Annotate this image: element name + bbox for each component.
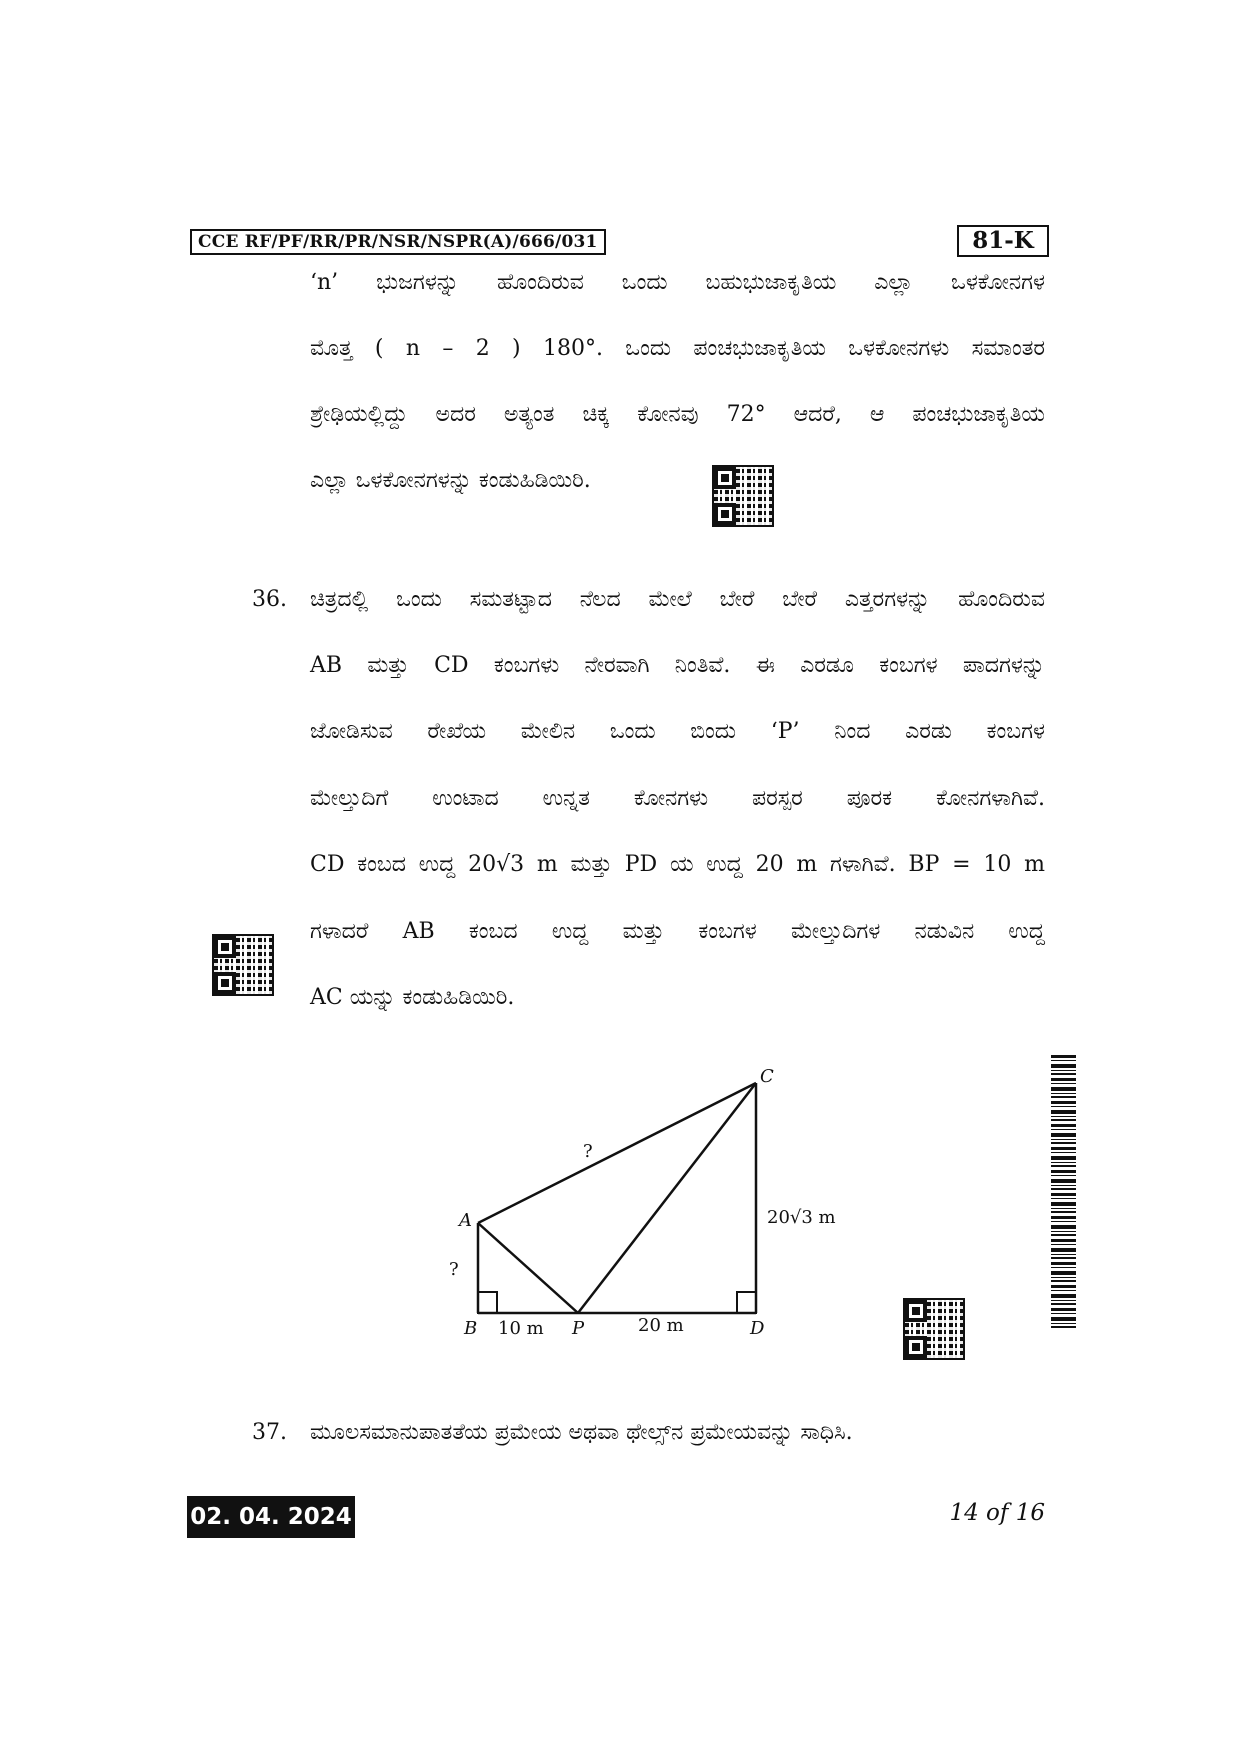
q36-line-2: AB ಮತ್ತು CD ಕಂಬಗಳು ನೇರವಾಗಿ ನಿಂತಿವೆ. ಈ ಎರಡೂ ಕಂಬಗಳ ಪಾದಗಳನ್ನು — [310, 653, 1045, 678]
right-angle-b — [478, 1292, 497, 1313]
q35-line-3: ಶ್ರೇಢಿಯಲ್ಲಿದ್ದು ಅದರ ಅತ್ಯಂತ ಚಿಕ್ಕ ಕೋನವು 72° ಆದರೆ, ಆ ಪಂಚಭುಜಾಕೃತಿಯ — [310, 402, 1045, 427]
q36-line-7: AC ಯನ್ನು ಕಂಡುಹಿಡಿಯಿರಿ. — [310, 985, 515, 1010]
label-c: C — [760, 1066, 774, 1087]
page-number: 14 of 16 — [949, 1500, 1045, 1526]
q37-number: 37. — [252, 1420, 287, 1445]
q35-line-1: ‘n’ ಭುಜಗಳನ್ನು ಹೊಂದಿರುವ ಒಂದು ಬಹುಭುಜಾಕೃತಿಯ ಎಲ್ಲಾ ಒಳಕೋನಗಳ — [310, 270, 1045, 295]
q36-line-6: ಗಳಾದರೆ AB ಕಂಬದ ಉದ್ದ ಮತ್ತು ಕಂಬಗಳ ಮೇಲ್ತುದಿಗಳ ನಡುವಿನ ಉದ್ದ — [310, 919, 1045, 944]
qr-code-figure — [903, 1298, 965, 1360]
label-ac-unknown: ? — [583, 1141, 593, 1162]
label-d: D — [750, 1318, 765, 1339]
q35-line-4: ಎಲ್ಲಾ ಒಳಕೋನಗಳನ್ನು ಕಂಡುಹಿಡಿಯಿರಿ. — [310, 468, 591, 493]
label-pd: 20 m — [638, 1315, 684, 1336]
barcode — [1051, 1055, 1076, 1330]
line-pc — [578, 1083, 756, 1313]
q37-text: ಮೂಲಸಮಾನುಪಾತತೆಯ ಪ್ರಮೇಯ ಅಥವಾ ಥೇಲ್ಸ್‌ನ ಪ್ರಮೇಯವನ್ನು ಸಾಧಿಸಿ. — [310, 1420, 853, 1445]
q36-line-5: CD ಕಂಬದ ಉದ್ದ 20√3 m ಮತ್ತು PD ಯ ಉದ್ದ 20 m ಗಳಾಗಿವೆ. BP = 10 m — [310, 852, 1045, 877]
paper-number: 81-K — [957, 225, 1049, 257]
label-ab-unknown: ? — [449, 1259, 459, 1280]
q36-number: 36. — [252, 587, 287, 612]
label-bp: 10 m — [498, 1318, 544, 1339]
label-a: A — [459, 1210, 472, 1231]
line-ap — [478, 1223, 578, 1313]
label-b: B — [464, 1318, 478, 1339]
q36-line-1: ಚಿತ್ರದಲ್ಲಿ ಒಂದು ಸಮತಟ್ಟಾದ ನೆಲದ ಮೇಲೆ ಬೇರೆ ಬೇರೆ ಎತ್ತರಗಳನ್ನು ಹೊಂದಿರುವ — [310, 587, 1045, 612]
label-cd: 20√3 m — [767, 1207, 836, 1228]
paper-code: CCE RF/PF/RR/PR/NSR/NSPR(A)/666/031 — [190, 229, 606, 255]
q35-line-2: ಮೊತ್ತ ( n – 2 ) 180°. ಒಂದು ಪಂಚಭುಜಾಕೃತಿಯ ಒಳಕೋನಗಳು ಸಮಾಂತರ — [310, 336, 1045, 361]
exam-date: 02. 04. 2024 — [187, 1496, 355, 1538]
label-p: P — [572, 1318, 585, 1339]
right-angle-d — [737, 1292, 756, 1313]
q36-line-4: ಮೇಲ್ತುದಿಗೆ ಉಂಟಾದ ಉನ್ನತ ಕೋನಗಳು ಪರಸ್ಪರ ಪೂರಕ ಕೋನಗಳಾಗಿವೆ. — [310, 786, 1045, 811]
q36-line-3: ಜೋಡಿಸುವ ರೇಖೆಯ ಮೇಲಿನ ಒಂದು ಬಿಂದು ‘P’ ನಿಂದ ಎರಡು ಕಂಬಗಳ — [310, 719, 1045, 744]
line-ac — [478, 1083, 756, 1223]
